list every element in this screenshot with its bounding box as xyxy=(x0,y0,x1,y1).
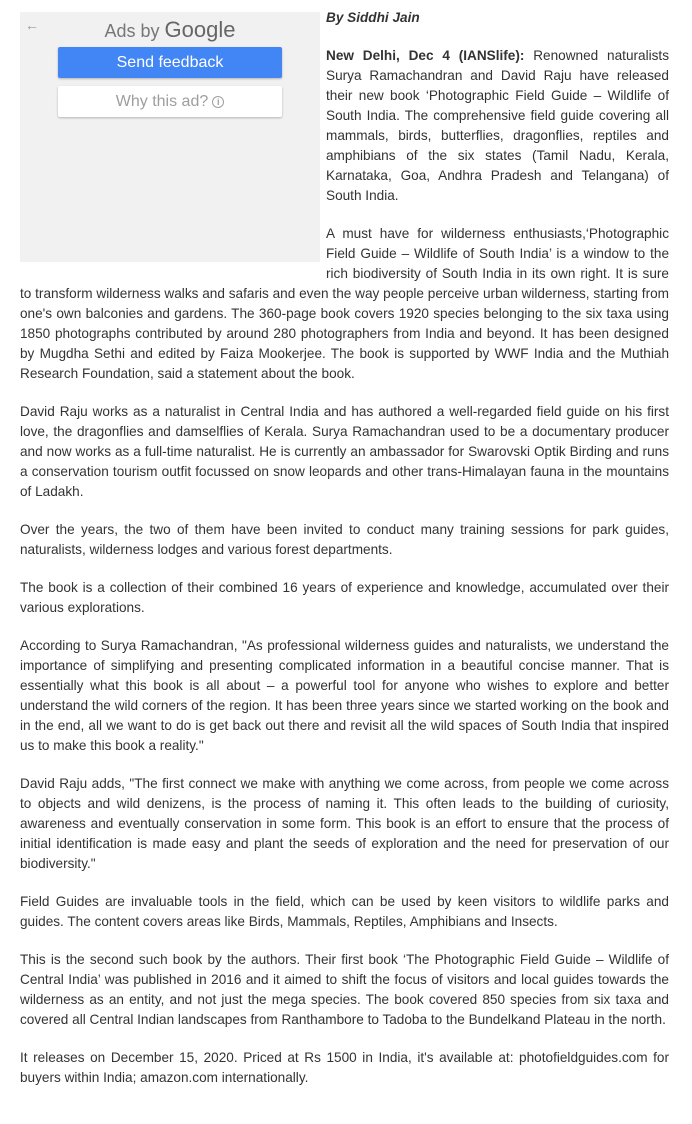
paragraph: David Raju works as a naturalist in Central India and has authored a well-regarded field guide on his first love, the dragonflies and damselflies of Kerala. Surya Ramachandran used to be a documentary producer and now works as a full-time naturalist. He is currently an ambassador for Swarovski Optik Birding and runs a conservation tourism outfit focussed on snow leopards and other trans-Himalayan fauna in the mountains of Ladakh. xyxy=(20,404,669,499)
dateline: New Delhi, Dec 4 (IANSlife): xyxy=(326,48,525,63)
google-logo-text: Google xyxy=(164,17,236,42)
paragraph: Field Guides are invaluable tools in the field, which can be used by keen visitors to wildlife parks and guides. The content covers areas like Birds, Mammals, Reptiles, Amphibians and Insects. xyxy=(20,894,669,929)
paragraph: This is the second such book by the authors. Their first book ‘The Photographic Field Guide – Wildlife of Central India’ was published in 2016 and it aimed to shift the focus of visitors and local guides towards the wilderness as an entity, and not just the mega species. The book covered 850 species from six taxa and covered all Central Indian landscapes from Ranthambore to Tadoba to the Bundelkand Plateau in the north. xyxy=(20,952,669,1027)
ad-panel xyxy=(20,12,320,262)
lead-text: Renowned naturalists Surya Ramachandran and David Raju have released their new book ‘Photographic Field Guide – Wildlife of South India. The comprehensive field guide covering all mammals, birds, butterflies, dragonflies, reptiles and amphibians of the six states (Tamil Nadu, Kerala, Karnataka, Goa, Andhra Pradesh and Telangana) of South India. xyxy=(326,48,669,203)
paragraph: The book is a collection of their combined 16 years of experience and knowledge, accumulated over their various explorations. xyxy=(20,580,669,615)
byline: By Siddhi Jain xyxy=(326,10,420,25)
ads-by-text: Ads by xyxy=(104,21,160,41)
info-icon: i xyxy=(212,96,224,108)
article-body xyxy=(20,8,669,1106)
send-feedback-label: Send feedback xyxy=(116,54,224,71)
paragraph: A must have for wilderness enthusiasts,‘Photographic Field Guide – Wildlife of South India’ is a window to the rich biodiversity of South India in its own right. It is sure to transform wilderness walks and safaris and even the way people perceive urban wilderness, starting from one's own balconies and gardens. The 360-page book covers 1920 species belonging to the six taxa using 1850 photographs contributed by around 280 photographers from India and beyond. It has been designed by Mugdha Sethi and edited by Faiza Mookerjee. The book is supported by WWF India and the Muthiah Research Foundation, said a statement about the book. xyxy=(20,226,669,381)
back-arrow-icon[interactable]: ← xyxy=(25,17,39,33)
ads-by-google-label xyxy=(20,17,320,44)
paragraph: Over the years, the two of them have been invited to conduct many training sessions for park guides, naturalists, wilderness lodges and various forest departments. xyxy=(20,522,669,557)
paragraph: David Raju adds, "The first connect we make with anything we come across, from people we come across to objects and wild denizens, is the process of naming it. This often leads to the building of curiosity, awareness and eventually conservation in some form. This book is an effort to ensure that the process of initial identification is made easy and plant the seeds of exploration and the need for preservation of our biodiversity." xyxy=(20,776,669,871)
paragraph: According to Surya Ramachandran, "As professional wilderness guides and naturalists, we understand the importance of simplifying and presenting complicated information in a beautiful concise manner. That is essentially what this book is all about – a powerful tool for anyone who wishes to explore and better understand the wild corners of the region. It has been three years since we started working on the book and in the end, all we want to do is get back out there and revisit all the wild spaces of South India that inspired us to make this book a reality." xyxy=(20,638,669,753)
send-feedback-button[interactable] xyxy=(58,47,282,78)
why-this-ad-button[interactable] xyxy=(58,86,282,117)
why-this-ad-label: Why this ad? xyxy=(115,93,209,110)
paragraph: It releases on December 15, 2020. Priced at Rs 1500 in India, it's available at: photofieldguides.com for buyers within India; amazon.com internationally. xyxy=(20,1050,669,1085)
